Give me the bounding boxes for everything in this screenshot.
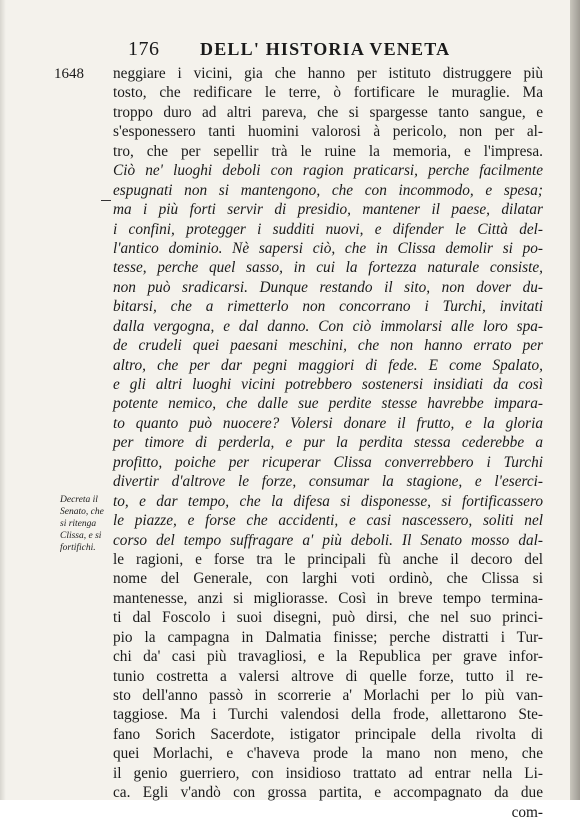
text-line: non può sradicarsi. Dunque restando il sito, non dover du- — [113, 278, 543, 296]
running-head — [128, 38, 458, 62]
page-edge-shadow — [570, 0, 580, 800]
text-line: Ciò ne' luoghi deboli con ragion praticarsi, perche facilmente — [113, 162, 543, 180]
text-line: ti dal Foscolo i suoi disegni, può dirsi, che nel suo princi- — [113, 609, 543, 627]
catchword: com- — [511, 803, 543, 821]
text-line: e gli altri luoghi vicini potrebbero sostenersi insidiati da così — [113, 376, 543, 393]
margin-year: 1648 — [54, 66, 84, 82]
text-line: chi da' casi più travagliosi, e la Republica per grave infor- — [113, 648, 543, 666]
text-line: l'antico dominio. Nè sapersi ciò, che in Clissa demolir si po- — [113, 239, 543, 257]
text-line: de crudeli quei paesani meschini, che non hanno errato per — [113, 337, 543, 355]
running-title: DELL' HISTORIA VENETA — [200, 39, 451, 59]
text-line: pio la campagna in Dalmatia finisse; perche distratti i Tur- — [113, 628, 543, 646]
text-line: il genio guerriero, con insidioso trattato ad entrar nella Li- — [113, 764, 543, 782]
margin-note-line: Clissa, e si — [60, 531, 102, 541]
text-line: nome del Generale, con larghi voti ordinò, che Clissa si — [113, 570, 543, 588]
page-number: 176 — [128, 38, 160, 60]
margin-note — [60, 494, 120, 554]
text-line: per timore di perderla, e pur la perdita stessa cederebbe a — [113, 434, 543, 452]
text-line: le ragioni, e forse tra le principali fù anche il decoro del — [113, 550, 543, 568]
text-line: profitto, poiche per ricuperar Clissa converrebbero i Turchi — [113, 453, 543, 471]
text-line: divertir d'altrove le forze, consumar la stagione, e l'eserci- — [113, 473, 543, 491]
text-line: troppo duro ad altri pareva, che si spargesse tanto sangue, e — [113, 103, 543, 121]
body-text — [113, 64, 543, 822]
text-line: ca. Egli v'andò con grossa partita, e accompagnato da due — [113, 784, 543, 802]
text-line: sto dell'anno passò in scorrerie a' Morlachi per lo più van- — [113, 687, 543, 704]
text-line: altro, che per dar pegni maggiori di fede. E come Spalato, — [113, 356, 543, 374]
text-line: dalla vergogna, e dal danno. Con ciò immolarsi alle loro spa- — [113, 317, 543, 335]
page-gutter-shadow — [0, 0, 6, 800]
text-line: tosto, che redificare le terre, ò fortificare le muraglie. Ma — [113, 84, 543, 102]
text-line: tunio costretta a valersi altrove di quelle forze, tutto il re- — [113, 667, 543, 685]
text-line: tro, che per sepellir trà le ruine la memoria, e l'impresa. — [113, 142, 543, 160]
margin-note-line: si ritenga — [60, 519, 97, 529]
text-line: mantenesse, anzi si migliorasse. Così in breve tempo termina- — [113, 589, 543, 607]
text-line: neggiare i vicini, gia che hanno per istituto distruggere più — [113, 65, 543, 82]
text-line: potente nemico, che dalle sue perdite stesse havrebbe impara- — [113, 395, 543, 413]
text-line: tesse, perche quel sasso, in cui la fortezza naturale consiste, — [113, 259, 543, 277]
margin-note-line: Senato, che — [60, 507, 104, 517]
margin-dash-mark — [101, 200, 111, 201]
text-line: fano Sorich Sacerdote, istigator principale della rivolta di — [113, 725, 543, 743]
margin-note-line: Decreta il — [60, 495, 98, 505]
text-line: bitarsi, che a rimetterlo non concorrano i Turchi, invitati — [113, 298, 543, 316]
text-line: corso del tempo suffragare a' più deboli. Il Senato mosso dal- — [113, 531, 543, 549]
text-line: le piazze, e forse che accidenti, e casi nascessero, soliti nel — [113, 512, 543, 530]
text-line: to, e dar tempo, che la difesa si disponesse, si fortificassero — [113, 492, 543, 510]
text-line: taggiose. Ma i Turchi valendosi della frode, allettarono Ste- — [113, 706, 543, 724]
text-line: s'esponessero tanti huomini valorosi à pericolo, non per al- — [113, 123, 543, 141]
text-line: ma i più forti servir di presidio, mantener il paese, dilatar — [113, 201, 543, 219]
text-line: to quanto può nuocere? Volersi donare il frutto, e la gloria — [113, 414, 543, 432]
text-line: i confini, protegger i sudditi nuovi, e difender le Città del- — [113, 220, 543, 238]
text-line: quei Morlachi, e c'haveva prode la mano non meno, che — [113, 745, 543, 763]
text-line: espugnati non si mantengono, che con incommodo, e spesa; — [113, 181, 543, 199]
margin-note-line: fortifichi. — [60, 543, 96, 553]
